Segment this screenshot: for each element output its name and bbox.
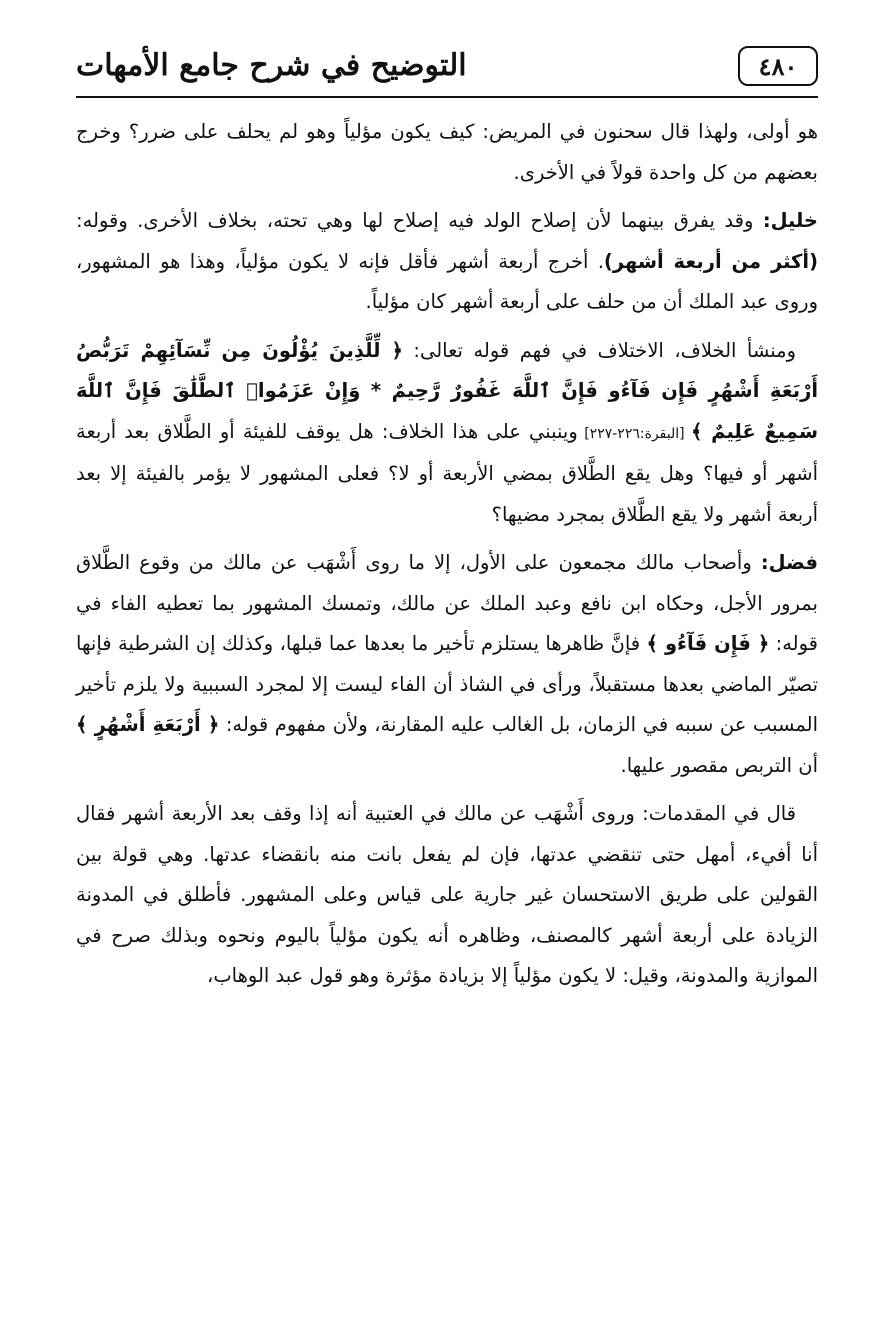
quran-verse: ﴿ لِّلَّذِينَ يُؤْلُونَ مِن نِّسَآئِهِمْ تَرَبُّصُ أَرْبَعَةِ أَشْهُرٍ فَإِن فَآءُو فَإِنَّ ٱللَّهَ غَفُورٌ رَّحِيمٌ * وَإِنْ عَزَمُوا۟ ٱلطَّلَٰقَ فَإِنَّ ٱللَّهَ سَمِيعٌ عَلِيمٌ ﴾ — [76, 338, 818, 443]
header-rule — [76, 96, 818, 98]
paragraph-text: وقد يفرق بينهما لأن إصلاح الولد فيه إصلاح لها وهي تحته، بخلاف الأخرى. وقوله: — [76, 209, 763, 232]
paragraph-text: هو أولى، ولهذا قال سحنون في المريض: كيف يكون مؤلياً وهو لم يحلف على ضرر؟ وخرج بعضهم من كل واحدة قولاً في الأخرى. — [76, 120, 818, 184]
paragraph-text: قال في المقدمات: وروى أَشْهَب عن مالك في العتبية أنه إذا وقف بعد الأربعة أشهر فقال أنا أفيء، أمهل حتى تنقضي عدتها، فإن لم يفعل بانت منه بانقضاء عدتها. وهي قولة بين القولين على طريق الاستحسان غير جارية على قياس وعلى المشهور. فأطلق في المدونة الزيادة على أربعة أشهر كالمصنف، وظاهره أنه يكون مؤلياً باليوم ونحوه وبذلك صرح في الموازية والمدونة، وقيل: لا يكون مؤلياً إلا بزيادة مؤثرة وهو قول عبد الوهاب، — [76, 802, 818, 987]
matn-quote: (أكثر من أربعة أشهر) — [603, 249, 818, 273]
paragraph-keyword: فضل: — [760, 551, 818, 574]
paragraph-text: فإنَّ ظاهرها يستلزم تأخير ما بعدها عما قبلها، وكذلك إن الشرطية فإنها تصيّر الماضي بعدها مستقبلاً، ورأى في الشاذ أن الفاء ليست إلا لمجرد السببية ولا يلزم تأخير المسبب عن سببه في الزمان، بل الغالب عليه المقارنة، ولأن مفهوم قوله: — [76, 632, 818, 736]
paragraph-text: ومنشأ الخلاف، الاختلاف في فهم قوله تعالى: — [402, 338, 796, 362]
page-header — [76, 40, 818, 96]
paragraph-text: . أخرج أربعة أشهر فأقل فإنه لا يكون مؤلياً، وهذا هو المشهور، وروى عبد الملك أن من حلف على أربعة أشهر كان مؤلياً. — [76, 249, 818, 313]
running-title: التوضيح في شرح جامع الأمهات — [76, 48, 467, 83]
verse-reference: [البقرة:٢٢٦-٢٢٧] — [577, 425, 691, 442]
page-body — [76, 112, 818, 1005]
page-number: ٤٨٠ — [738, 46, 818, 86]
paragraph-2 — [76, 201, 818, 323]
paragraph-5 — [76, 794, 818, 997]
paragraph-text: وأصحاب مالك مجمعون على الأول، إلا ما روى أَشْهَب عن مالك من وقوع الطَّلاق بمرور الأجل، وحكاه ابن نافع وعبد الملك عن مالك، وتمسك المشهور بما تعطيه الفاء في قوله: — [76, 551, 819, 655]
paragraph-4 — [76, 543, 818, 786]
paragraph-text: وينبني على هذا الخلاف: هل يوقف للفيئة أو الطَّلاق بعد أربعة أشهر أو فيها؟ وهل يقع الطَّلاق بمضي الأربعة أو لا؟ فعلى المشهور لا يؤمر بالفيئة إلا بعد أربعة أشهر ولا يقع الطَّلاق بمجرد مضيها؟ — [76, 419, 818, 526]
quran-verse: ﴿ فَإِن فَآءُو ﴾ — [646, 632, 770, 655]
paragraph-text: أن التربص مقصور عليها. — [620, 753, 818, 777]
paragraph-3 — [76, 331, 818, 536]
paragraph-keyword: خليل: — [762, 209, 818, 232]
paragraph-1 — [76, 112, 818, 193]
quran-verse: ﴿ أَرْبَعَةِ أَشْهُرٍ ﴾ — [76, 713, 220, 736]
